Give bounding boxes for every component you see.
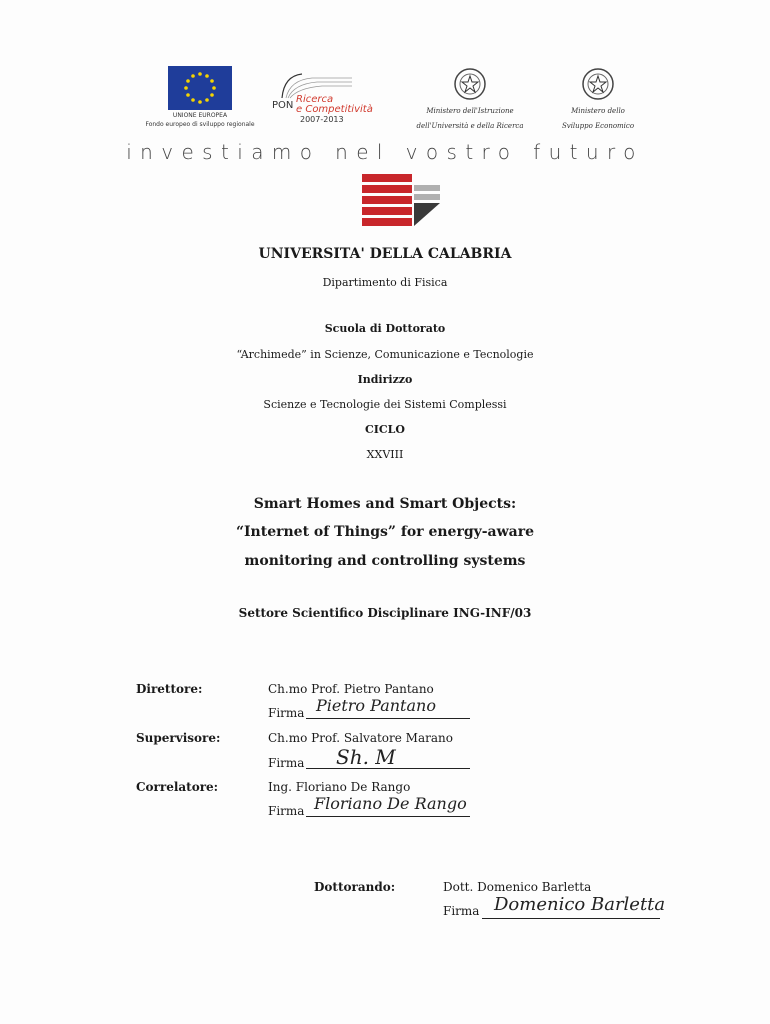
dottorando-name: Dott. Domenico Barletta (443, 880, 592, 894)
thesis-title-line2: “Internet of Things” for energy-aware (235, 524, 535, 540)
eu-logo (130, 66, 270, 128)
italian-emblem-icon (452, 66, 488, 102)
pon-years: 2007-2013 (300, 115, 344, 124)
thesis-title-line1: Smart Homes and Smart Objects: (253, 496, 517, 512)
correlatore-firma-label: Firma (268, 804, 305, 818)
ciclo-value: XXVIII (366, 448, 404, 461)
ministry2-line1: Ministero dello (571, 107, 625, 115)
ministry-economic-logo (528, 66, 668, 132)
school-label: Scuola di Dottorato (324, 322, 446, 335)
supervisore-firma-label: Firma (268, 756, 305, 770)
correlatore-label: Correlatore: (136, 780, 219, 794)
slogan: investiamo nel vostro futuro (126, 140, 644, 164)
logo-row (0, 66, 770, 136)
dottorando-label: Dottorando: (314, 880, 396, 894)
eu-caption-line1: UNIONE EUROPEA (172, 112, 228, 119)
supervisore-signature: Sh. M (336, 745, 396, 769)
ministry1-line1: Ministero dell'Istruzione (426, 107, 514, 115)
direttore-signature: Pietro Pantano (316, 696, 436, 715)
department-name: Dipartimento di Fisica (322, 276, 448, 289)
correlatore-signature-line (306, 816, 470, 817)
supervisore-label: Supervisore: (136, 731, 221, 745)
direttore-signature-line (306, 718, 470, 719)
indirizzo-label: Indirizzo (357, 373, 413, 386)
pon-line1: Ricerca (296, 94, 334, 105)
dottorando-signature-line (482, 918, 660, 919)
ministry1-line2: dell'Università e della Ricerca (416, 122, 524, 130)
eu-flag-icon (168, 66, 232, 110)
direttore-label: Direttore: (136, 682, 203, 696)
correlatore-name: Ing. Floriano De Rango (268, 780, 411, 794)
dottorando-firma-label: Firma (443, 904, 480, 918)
school-value: “Archimede” in Scienze, Comunicazione e Tecnologie (236, 348, 534, 361)
thesis-title-line3: monitoring and controlling systems (244, 553, 526, 569)
ministry-education-logo (400, 66, 540, 132)
pon-label: PON (272, 100, 294, 111)
dottorando-signature: Domenico Barletta (494, 894, 666, 915)
university-name: UNIVERSITA' DELLA CALABRIA (258, 246, 512, 262)
ciclo-label: CICLO (365, 423, 405, 436)
supervisore-name: Ch.mo Prof. Salvatore Marano (268, 731, 453, 745)
indirizzo-value: Scienze e Tecnologie dei Sistemi Complessi (263, 398, 507, 411)
direttore-firma-label: Firma (268, 706, 305, 720)
italian-emblem-icon (580, 66, 616, 102)
eu-caption-line2: Fondo europeo di sviluppo regionale (145, 121, 255, 128)
direttore-name: Ch.mo Prof. Pietro Pantano (268, 682, 434, 696)
ministry2-line2: Sviluppo Economico (561, 122, 635, 130)
scientific-sector: Settore Scientifico Disciplinare ING-INF/03 (238, 606, 532, 620)
correlatore-signature: Floriano De Rango (314, 794, 467, 813)
unical-logo-icon (362, 170, 442, 230)
pon-logo (272, 70, 382, 130)
pon-line2: e Competitività (296, 104, 373, 115)
